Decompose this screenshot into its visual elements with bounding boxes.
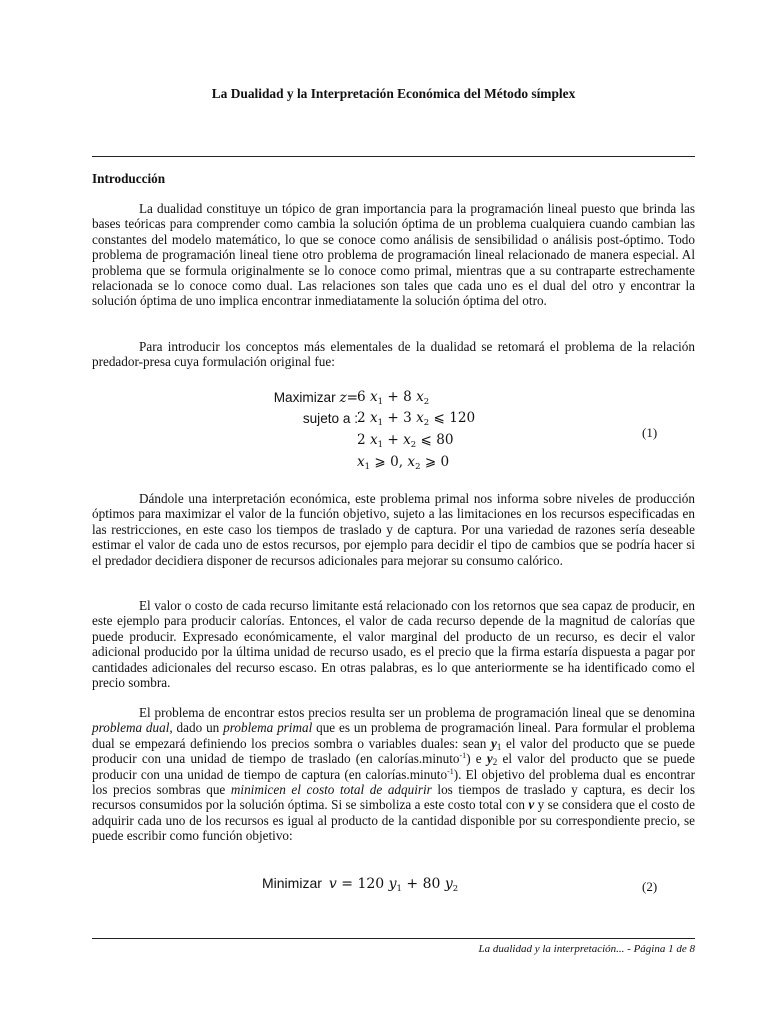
dual-objective: v = 120 $y_1 + 80$ $y_2$ bbox=[328, 876, 459, 894]
document-page bbox=[92, 0, 695, 1024]
paragraph-interpretation: Dándole una interpretación económica, este problema primal nos informa sobre niveles de producción óptimos para maximizar el valor de la función objetivo, sujeto a las limitaciones en los recursos especificadas en las restricciones, en este caso los tiempos de traslado y de captura. Por una variedad de razones sería deseable estimar el valor de cada uno de estos recursos, por ejemplo para decidir el tipo de cambios que se podría hacer si el predador decidiera disponer de recursos adicionales para mejorar su consumo calórico. bbox=[92, 491, 695, 568]
primal-constraint-1: 2 $x_1 + 3$ $x_2$ ⩽ 120 bbox=[357, 410, 476, 428]
dual-objective-row bbox=[262, 876, 458, 892]
section-heading: Introducción bbox=[92, 171, 166, 186]
document-title: La Dualidad y la Interpretación Económica del Método símplex bbox=[211, 86, 576, 101]
maximize-label: Maximizar z= bbox=[273, 390, 358, 406]
equation-number-2: (2) bbox=[642, 879, 658, 894]
primal-nonnegativity: $x_1$ ⩾ 0, $x_2$ ⩾ 0 bbox=[357, 454, 450, 472]
footer-divider bbox=[92, 938, 695, 939]
paragraph-dual-problem: El problema de encontrar estos precios resulta ser un problema de programación lineal que se denomina problema dual, dado un problema primal que es un problema de programación lineal. Para formular el problema dual se empezará definiendo los precios sombra o variables duales: sean $y_1$ el valor del producto que se puede producir con una unidad de tiempo de traslado (en calorías.minuto$^{-1}$) e $y_2$ el valor del producto que se puede producir con una unidad de tiempo de captura (en calorías.minuto$^{-1}$). El objetivo del problema dual es encontrar los precios sombras que minimicen el costo total de adquirir los tiempos de traslado y captura, es decir los recursos consumidos por la solución óptima. Si se simboliza a este costo total con v y se considera que el costo de adquirir cada uno de los recursos es igual al producto de la cantidad disponible por su correspondiente precio, se puede escribir como función objetivo: bbox=[92, 705, 696, 844]
primal-nonnegativity-row bbox=[92, 455, 695, 475]
page-footer: La dualidad y la interpretación... - Página 1 de 8 bbox=[478, 943, 695, 955]
primal-objective-row bbox=[92, 390, 695, 410]
primal-constraint-2: 2 $x_1 + x_2$ ⩽ 80 bbox=[357, 432, 454, 450]
paragraph-intro: La dualidad constituye un tópico de gran importancia para la programación lineal puesto que brinda las bases teóricas para comprender como cambia la solución óptima de un problema cualquiera cuando cambian las constantes del modelo matemático, lo que se conoce como análisis de sensibilidad o análisis post-óptimo. Todo problema de programación lineal tiene otro problema de programación lineal relacionado de manera especial. Al problema que se formula originalmente se lo conoce como primal, mientras que a su contraparte estrechamente relacionada se lo conoce como dual. Las relaciones son tales que cada uno es el dual del otro y encontrar la solución óptima de uno implica encontrar inmediatamente la solución óptima del otro. bbox=[92, 201, 695, 309]
primal-constraint-1-row bbox=[92, 411, 695, 431]
top-divider bbox=[92, 156, 695, 157]
primal-constraint-2-row bbox=[92, 433, 695, 453]
primal-objective: 6 $x_1 + 8$ $x_2$ bbox=[357, 389, 430, 407]
paragraph-concepts: Para introducir los conceptos más elementales de la dualidad se retomará el problema de la relación predador-presa cuya formulación original fue: bbox=[92, 339, 695, 370]
equation-number-1: (1) bbox=[642, 425, 658, 440]
minimize-label: Minimizar bbox=[262, 875, 322, 891]
paragraph-resource-value: El valor o costo de cada recurso limitante está relacionado con los retornos que sea capaz de producir, en este ejemplo para producir calorías. Entonces, el valor de cada recurso depende de la magnitud de calorías que puede producir. Expresado económicamente, el valor marginal del producto de un recurso, es decir el valor adicional producido por la última unidad de recurso usado, es el precio que la firma estaría dispuesta a pagar por cantidades adicionales del recurso escaso. En otras palabras, es lo que anteriormente se ha identificado como el precio sombra. bbox=[92, 598, 695, 691]
subject-to-label: sujeto a : bbox=[302, 411, 358, 426]
